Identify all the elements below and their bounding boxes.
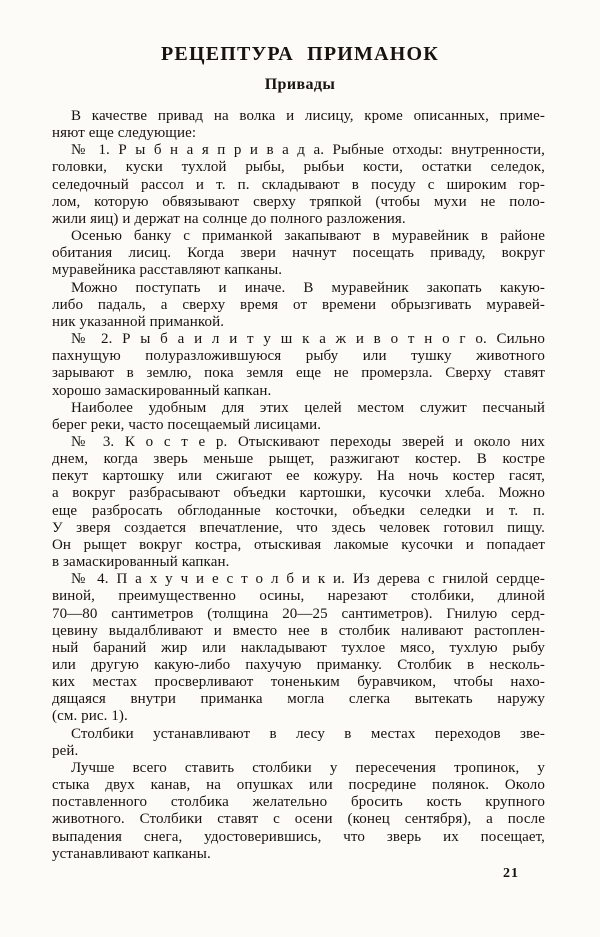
text-line: Он рыщет вокруг костра, отыскивая лакомые кусочки и попадает	[52, 536, 545, 553]
paragraph	[52, 142, 545, 228]
text-line: У зверя создается впечатление, что здесь человек готовил пищу.	[52, 519, 545, 536]
text-line: а вокруг разбрасывают объедки картошки, кусочки хлеба. Можно	[52, 485, 545, 502]
text-line: Осенью банку с приманкой закапывают в муравейник в районе	[71, 228, 545, 245]
body-text	[52, 108, 545, 863]
text-line: селедочный рассол и т. п. складывают в посуду с широким гор-	[52, 176, 545, 193]
text-line: жили яиц) и держат на солнце до полного разложения.	[52, 210, 406, 227]
text-line: (см. рис. 1).	[52, 708, 128, 725]
text-line: рей.	[52, 742, 79, 759]
text-line: лом, которую обвязывают сверху тряпкой (чтобы мухи не поло-	[52, 193, 545, 210]
text-line: цевину выдалбливают и вместо нее в столбик наливают растоплен-	[52, 622, 545, 639]
paragraph	[52, 760, 545, 863]
paragraph	[52, 726, 545, 760]
text-line: берег реки, часто посещаемый лисицами.	[52, 416, 322, 433]
text-line: ких местах просверливают тоненьким буравчиком, чтобы нахо-	[52, 674, 545, 691]
text-line: либо падаль, а сверху время от времени обрызгивать муравей-	[52, 296, 545, 313]
text-line: хорошо замаскированный капкан.	[52, 382, 272, 399]
text-line: животного. Столбики ставят с осени (конец сентября), а после	[52, 811, 545, 828]
text-line: ник указанной приманкой.	[52, 313, 225, 330]
text-line: 70—80 сантиметров (толщина 20—25 сантиметров). Гнилую серд-	[52, 605, 545, 622]
text-line: Столбики устанавливают в лесу в местах переходов зве-	[71, 725, 545, 742]
text-line: Лучше всего ставить столбики у пересечения тропинок, у	[71, 759, 545, 776]
paragraph	[52, 108, 545, 142]
text-line: головки, куски тухлой рыбы, рыбьи кости, остатки селедок,	[52, 159, 545, 176]
text-line: пекут картошку или сжигают ее кожуру. На ночь костер гасят,	[52, 468, 545, 485]
text-line: дящаяся внутри приманка могла слегка вытекать наружу	[52, 691, 545, 708]
text-line: ный бараний жир или накладывают тухлое мясо, тухлую рыбу	[52, 639, 545, 656]
paragraph	[52, 434, 545, 571]
text-line: Можно поступать и иначе. В муравейник закопать какую-	[71, 279, 545, 296]
text-line: зарывают в землю, пока земля еще не промерзла. Сверху ставят	[52, 365, 545, 382]
section-subtitle: Привады	[264, 76, 336, 93]
text-line: поставленного столбика желательно бросить кость крупного	[52, 794, 545, 811]
paragraph	[52, 571, 545, 725]
text-line: № 1. Р ы б н а я п р и в а д а. Рыбные отходы: внутренности,	[71, 142, 545, 159]
text-line: В качестве привад на волка и лисицу, кроме описанных, приме-	[71, 108, 545, 124]
paragraph	[52, 400, 545, 434]
text-line: в замаскированный капкан.	[52, 554, 230, 571]
text-line: муравейника расставляют капканы.	[52, 262, 283, 279]
paragraph	[52, 280, 545, 331]
text-line: № 2. Р ы б а и л и т у ш к а ж и в о т н о г о. Сильно	[71, 331, 545, 348]
text-line: или другую какую-либо пахучую приманку. Столбик в несколь-	[52, 657, 545, 673]
paragraph	[52, 331, 545, 400]
paragraph	[52, 228, 545, 279]
text-line: виной, преимущественно осины, нарезают столбики, длиной	[52, 588, 545, 605]
page-title: РЕЦЕПТУРА ПРИМАНОК	[161, 43, 439, 65]
text-line: выпадения снега, удостоверившись, что зверь их посещает,	[52, 828, 545, 845]
page-number: 21	[503, 866, 519, 881]
text-line: стыка двух канав, на опушках или посредине полянок. Около	[52, 777, 545, 794]
text-line: обитания лисиц. Когда звери начнут посещать приваду, вокруг	[52, 245, 545, 262]
text-line: еще разбросать обглоданные косточки, объедки селедки и т. п.	[52, 502, 545, 519]
text-line: пахнущую полуразложившуюся рыбу или тушку животного	[52, 348, 545, 365]
text-line: № 4. П а х у ч и е с т о л б и к и. Из дерева с гнилой сердце-	[71, 571, 545, 588]
text-line: устанавливают капканы.	[52, 845, 211, 862]
text-line: няют еще следующие:	[52, 125, 197, 142]
text-line: днем, когда зверь меньше рыщет, разжигают костер. В костре	[52, 451, 545, 468]
text-line: № 3. К о с т е р. Отыскивают переходы зверей и около них	[71, 433, 545, 450]
text-line: Наиболее удобным для этих целей местом служит песчаный	[71, 399, 545, 416]
